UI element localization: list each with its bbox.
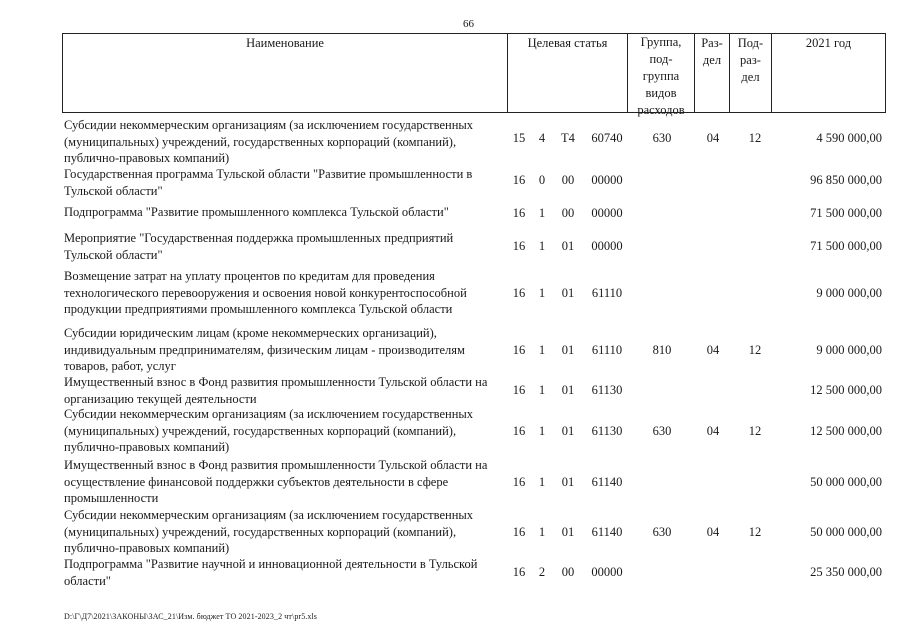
header-group-line: Группа, — [640, 35, 682, 49]
code-subprogram-cell: 1 — [538, 286, 546, 300]
code-measure-cell: 01 — [561, 525, 575, 539]
code-program-cell: 16 — [512, 286, 526, 300]
amount-cell: 9 000 000,00 — [816, 286, 882, 300]
subsection-cell: 12 — [748, 343, 762, 357]
amount-cell: 25 350 000,00 — [810, 565, 882, 579]
code-measure-cell: 01 — [561, 286, 575, 300]
code-subprogram-cell: 2 — [538, 565, 546, 579]
code-subprogram-cell: 1 — [538, 239, 546, 253]
header-subsection — [729, 34, 771, 112]
code-direction-cell: 61140 — [591, 525, 623, 539]
row-name: Мероприятие "Государственная поддержка промышленных предприятий Тульской области" — [64, 231, 454, 262]
code-direction-cell: 00000 — [591, 206, 623, 220]
group-cell: 810 — [652, 343, 672, 357]
subsection-cell: 12 — [748, 424, 762, 438]
code-program-cell: 16 — [512, 206, 526, 220]
amount-cell: 50 000 000,00 — [810, 475, 882, 489]
row-name: Имущественный взнос в Фонд развития промышленности Тульской области на организацию текущей деятельности — [64, 375, 488, 406]
header-name: Наименование — [246, 36, 324, 50]
row-name: Субсидии некоммерческим организациям (за исключением государственных (муниципальных) учреждений, государственных корпораций (компаний), публично-правовых компаний) — [64, 407, 474, 454]
group-cell: 630 — [652, 424, 672, 438]
code-program-cell: 16 — [512, 525, 526, 539]
code-subprogram-cell: 1 — [538, 343, 546, 357]
header-group-line: под- — [649, 52, 673, 66]
header-target-article: Целевая статья — [507, 34, 627, 112]
row-name: Подпрограмма "Развитие научной и инновационной деятельности в Тульской области" — [64, 557, 478, 588]
section-cell: 04 — [706, 131, 720, 145]
code-program-cell: 16 — [512, 383, 526, 397]
code-measure-cell: 01 — [561, 239, 575, 253]
amount-cell: 96 850 000,00 — [810, 173, 882, 187]
header-group-line: видов — [645, 86, 677, 100]
row-name: Субсидии некоммерческим организациям (за исключением государственных (муниципальных) учреждений, государственных корпораций (компаний), публично-правовых компаний) — [64, 508, 474, 555]
row-name: Субсидии юридическим лицам (кроме некоммерческих организаций), индивидуальным предпринимателям, физическим лицам - производителям товаров, работ, услуг — [64, 326, 465, 373]
code-direction-cell: 61130 — [591, 383, 623, 397]
header-section — [694, 34, 729, 112]
amount-cell: 4 590 000,00 — [816, 131, 882, 145]
code-measure-cell: 01 — [561, 383, 575, 397]
code-direction-cell: 00000 — [591, 239, 623, 253]
code-subprogram-cell: 1 — [538, 475, 546, 489]
header-year: 2021 год — [771, 34, 885, 112]
file-path-footer: D:\Г\Д7\2021\ЗАКОНЫ\ЗАС_21\Изм. бюджет ТО 2021-2023_2 чт\pr5.xls — [64, 612, 318, 621]
group-cell: 630 — [652, 525, 672, 539]
group-cell: 630 — [652, 131, 672, 145]
code-direction-cell: 00000 — [591, 173, 623, 187]
code-program-cell: 15 — [512, 131, 526, 145]
section-cell: 04 — [706, 424, 720, 438]
header-subsection-line: раз- — [740, 53, 761, 67]
row-name: Субсидии некоммерческим организациям (за исключением государственных (муниципальных) учреждений, государственных корпораций (компаний), публично-правовых компаний) — [64, 118, 474, 165]
code-direction-cell: 61130 — [591, 424, 623, 438]
code-subprogram-cell: 0 — [538, 173, 546, 187]
header-group-line: группа — [642, 69, 680, 83]
row-name: Государственная программа Тульской области "Развитие промышленности в Тульской области" — [64, 167, 473, 198]
code-subprogram-cell: 1 — [538, 424, 546, 438]
table-header — [62, 33, 886, 117]
code-subprogram-cell: 1 — [538, 206, 546, 220]
code-program-cell: 16 — [512, 343, 526, 357]
amount-cell: 50 000 000,00 — [810, 525, 882, 539]
code-direction-cell: 61110 — [591, 343, 623, 357]
code-program-cell: 16 — [512, 239, 526, 253]
code-measure-cell: 01 — [561, 424, 575, 438]
header-subsection-line: Под- — [737, 36, 764, 50]
code-program-cell: 16 — [512, 565, 526, 579]
section-cell: 04 — [706, 525, 720, 539]
code-program-cell: 16 — [512, 475, 526, 489]
subsection-cell: 12 — [748, 525, 762, 539]
row-name: Имущественный взнос в Фонд развития промышленности Тульской области на осуществление финансовой поддержки субъектов деятельности в сфере промышленности — [64, 458, 488, 505]
code-measure-cell: Т4 — [561, 131, 575, 145]
header-section-line: дел — [702, 53, 722, 67]
row-name: Возмещение затрат на уплату процентов по кредитам для проведения технологического перевооружения и освоения новой конкурентоспособной продукции предприятиями промышленного комплекса Тульской области — [64, 269, 467, 316]
header-subsection-line: дел — [741, 70, 760, 84]
header-section-line: Раз- — [701, 36, 723, 50]
code-subprogram-cell: 1 — [538, 525, 546, 539]
code-direction-cell: 00000 — [591, 565, 623, 579]
row-name: Подпрограмма "Развитие промышленного комплекса Тульской области" — [64, 205, 449, 219]
code-measure-cell: 01 — [561, 475, 575, 489]
code-measure-cell: 00 — [561, 206, 575, 220]
header-group — [627, 34, 694, 117]
subsection-cell: 12 — [748, 131, 762, 145]
code-subprogram-cell: 1 — [538, 383, 546, 397]
code-program-cell: 16 — [512, 424, 526, 438]
code-measure-cell: 00 — [561, 173, 575, 187]
code-direction-cell: 61110 — [591, 286, 623, 300]
amount-cell: 9 000 000,00 — [816, 343, 882, 357]
code-program-cell: 16 — [512, 173, 526, 187]
code-measure-cell: 01 — [561, 343, 575, 357]
section-cell: 04 — [706, 343, 720, 357]
amount-cell: 71 500 000,00 — [810, 239, 882, 253]
code-measure-cell: 00 — [561, 565, 575, 579]
amount-cell: 12 500 000,00 — [810, 424, 882, 438]
page-number: 66 — [463, 18, 474, 30]
code-subprogram-cell: 4 — [538, 131, 546, 145]
header-group-line: расходов — [637, 103, 685, 117]
amount-cell: 71 500 000,00 — [810, 206, 882, 220]
code-direction-cell: 60740 — [591, 131, 623, 145]
code-direction-cell: 61140 — [591, 475, 623, 489]
amount-cell: 12 500 000,00 — [810, 383, 882, 397]
